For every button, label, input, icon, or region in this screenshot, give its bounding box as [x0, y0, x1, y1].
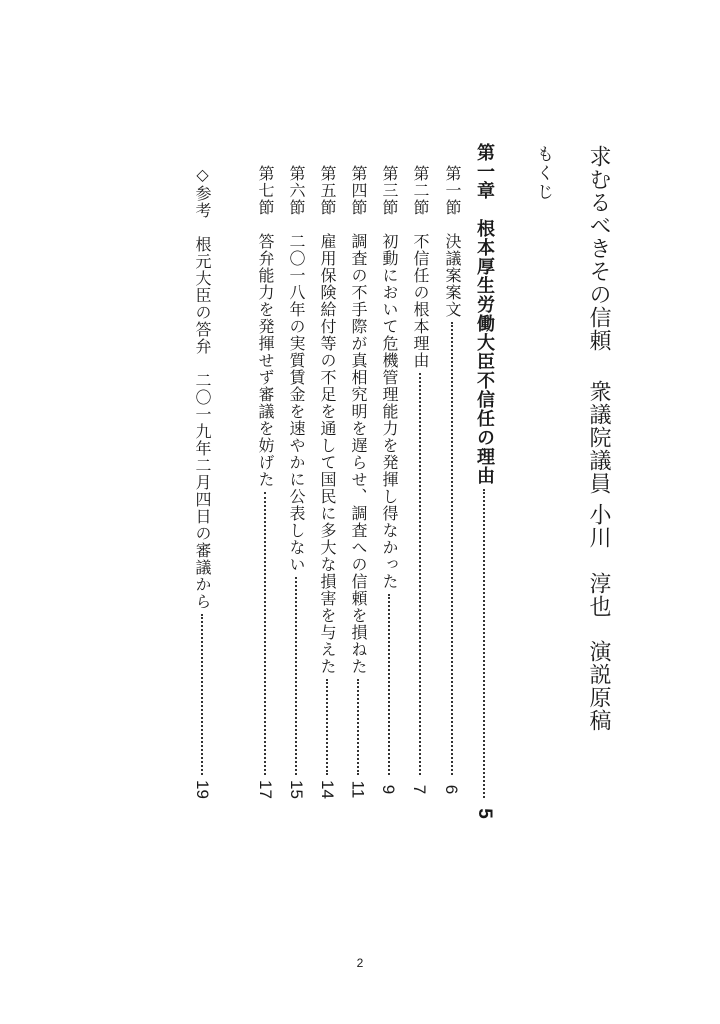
toc-entry-label: 第三節 初動において危機管理能力を発揮し得なかった	[380, 165, 399, 590]
toc-page-number: 15	[286, 780, 306, 799]
dot-leader	[419, 373, 421, 775]
toc-heading: もくじ	[533, 145, 553, 202]
toc-entry-label: 第四節 調査の不手際が真相究明を遅らせ、調査への信頼を損ねた	[349, 165, 368, 675]
toc-entry-reference[interactable]	[190, 165, 214, 798]
document-type: 演説原稿	[586, 640, 611, 732]
toc-page-number: 17	[255, 780, 275, 799]
toc-entry-label: 第五節 雇用保険給付等の不足を通して国民に多大な損害を与えた	[318, 165, 337, 675]
dot-leader	[295, 577, 297, 775]
dot-leader	[483, 489, 485, 798]
author-role: 衆議院議員	[586, 380, 611, 495]
toc-entry-section-4[interactable]	[346, 165, 370, 798]
toc-entry-section-7[interactable]	[253, 165, 277, 798]
author-name: 小川 淳也	[586, 503, 611, 618]
document-title-line	[587, 145, 609, 732]
toc-entry-label: 第二節 不信任の根本理由	[411, 165, 430, 369]
toc-page-number: 19	[192, 780, 212, 799]
toc-entry-section-1[interactable]	[440, 165, 464, 798]
toc-entry-label: 第一節 決議案案文	[443, 165, 462, 318]
toc-page-number: 6	[442, 784, 462, 795]
document-title: 求むるべきその信頼	[586, 145, 611, 352]
toc-entry-label: 第七節 答弁能力を発揮せず審議を妨げた	[256, 165, 275, 488]
toc-entry-chapter-1[interactable]	[472, 143, 496, 823]
toc-entry-section-5[interactable]	[315, 165, 339, 798]
dot-leader	[326, 679, 328, 775]
toc-entry-label: ◇参考 根元大臣の答弁 二〇一九年二月四日の審議から	[193, 165, 212, 610]
toc-entry-section-6[interactable]	[284, 165, 308, 798]
dot-leader	[264, 492, 266, 775]
toc-page-number: 7	[410, 784, 430, 795]
toc-entry-label: 第六節 二〇一八年の実質賃金を速やかに公表しない	[287, 165, 306, 573]
dot-leader	[388, 594, 390, 775]
toc-page-number: 5	[473, 808, 495, 819]
dot-leader	[451, 322, 453, 775]
toc-page-number: 9	[379, 784, 399, 795]
page-number: 2	[356, 956, 364, 970]
dot-leader	[357, 679, 359, 775]
toc-entry-section-2[interactable]	[408, 165, 432, 798]
toc-page-number: 14	[317, 780, 337, 799]
dot-leader	[201, 614, 203, 775]
toc-entry-section-3[interactable]	[377, 165, 401, 798]
toc-entry-label: 第一章 根本厚生労働大臣不信任の理由	[474, 143, 495, 485]
toc-page-number: 11	[348, 780, 368, 799]
